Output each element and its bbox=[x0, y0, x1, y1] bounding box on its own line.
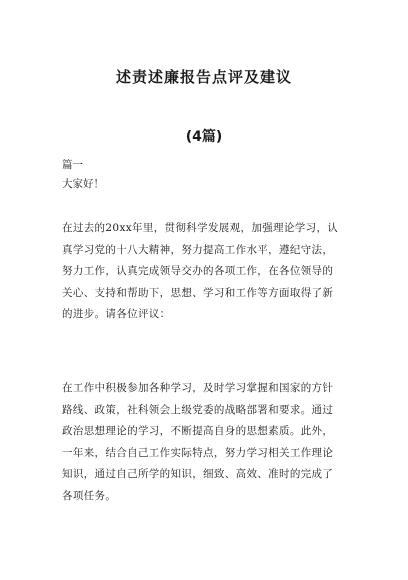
paragraph-line: 关心、支持和帮助下，思想、学习和工作等方面取得了新 bbox=[62, 286, 334, 299]
document-title: 述责述廉报告点评及建议 bbox=[115, 68, 292, 86]
paragraph-line: 各项任务。 bbox=[62, 489, 117, 502]
paragraph-line: 努力工作，认真完成领导交办的各项工作，在各位领导的 bbox=[62, 265, 334, 278]
paragraph-line: 真学习党的十八大精神，努力提高工作水平，遵纪守法， bbox=[62, 243, 334, 256]
section-label: 篇一 bbox=[62, 159, 83, 171]
paragraph-line: 政治思想理论的学习，不断提高自身的思想素质。此外， bbox=[62, 425, 334, 438]
paragraph-line: 一年来，结合自己工作实际特点，努力学习相关工作理论 bbox=[62, 446, 334, 459]
greeting: 大家好！ bbox=[62, 178, 104, 190]
paragraph-line: 在过去的20xx年里，贯彻科学发展观，加强理论学习，认 bbox=[62, 222, 339, 234]
paragraph-line: 在工作中积极参加各种学习，及时学习掌握和国家的方针 bbox=[62, 382, 334, 394]
document-subtitle: (4篇) bbox=[185, 129, 223, 145]
paragraph-line: 知识，通过自己所学的知识，细致、高效、准时的完成了 bbox=[62, 468, 334, 481]
paragraph-line: 的进步。请各位评议： bbox=[62, 308, 171, 321]
paragraph-line: 路线、政策，社科领会上级党委的战略部署和要求。通过 bbox=[62, 403, 334, 416]
paragraph-2 bbox=[62, 378, 356, 508]
paragraph-1 bbox=[62, 218, 356, 326]
